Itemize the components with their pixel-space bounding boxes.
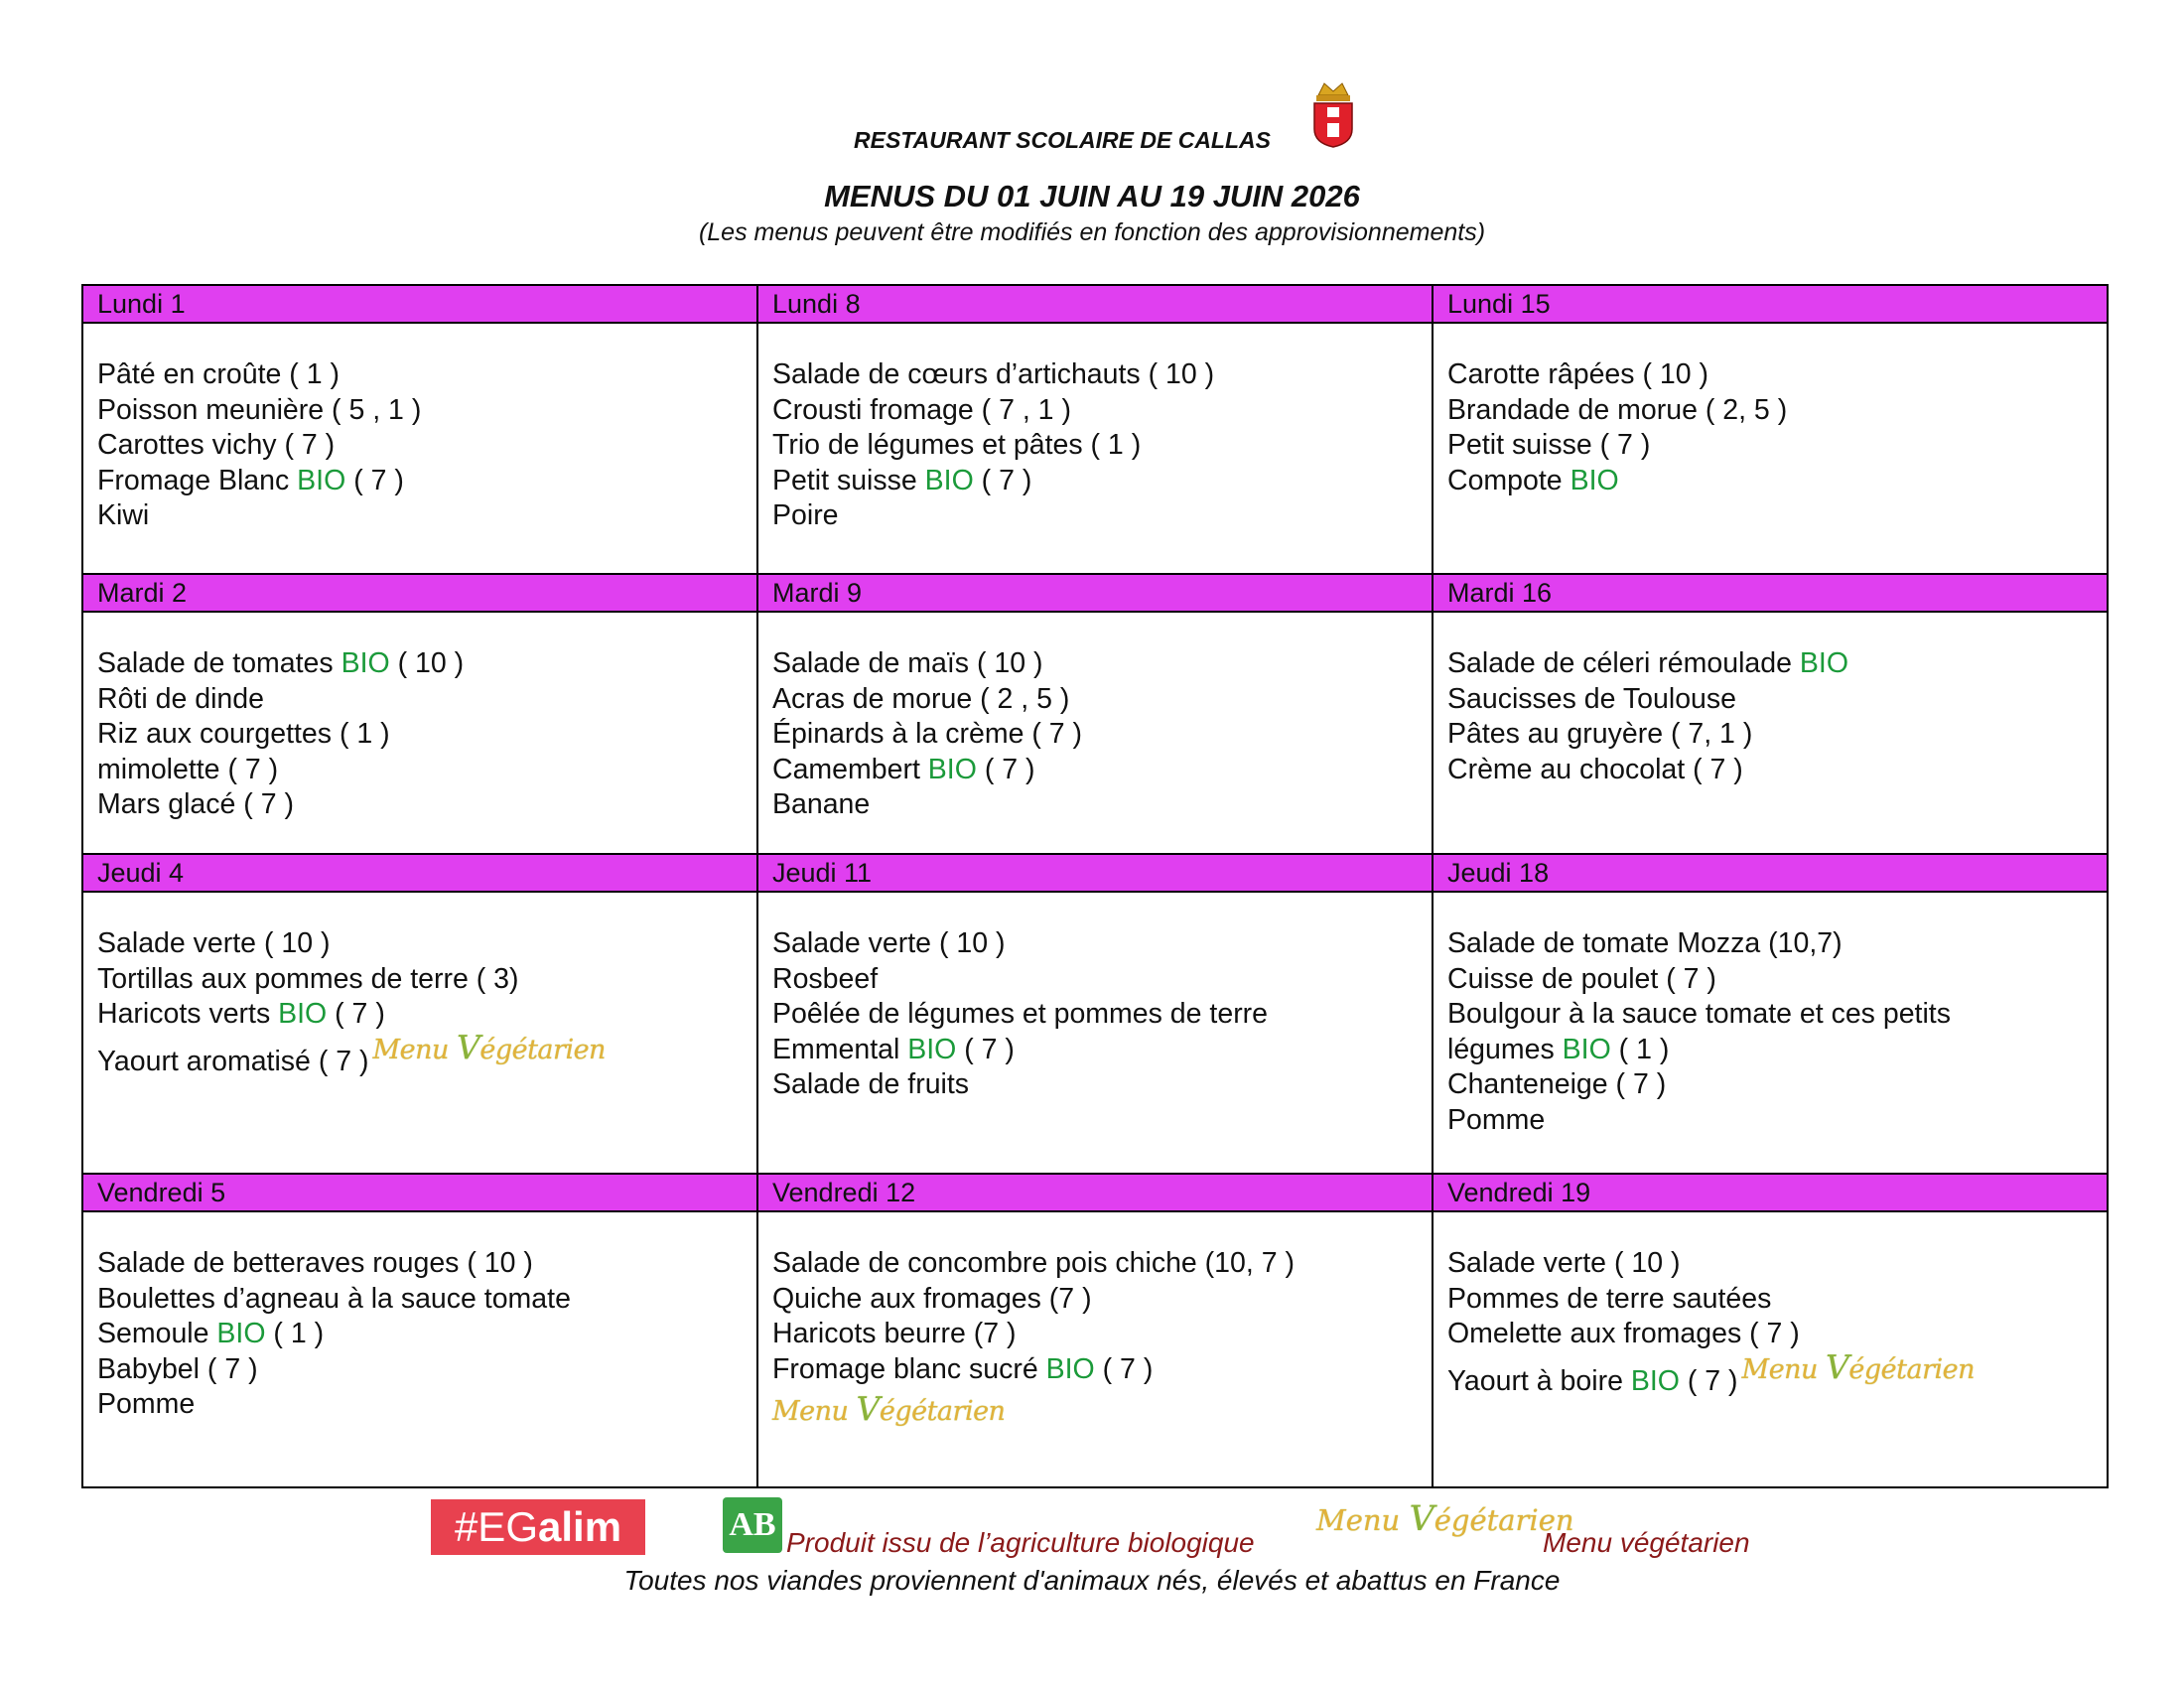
menu-item: [97, 1027, 743, 1085]
menu-item-allergens: ( 1 ): [265, 1318, 325, 1349]
menu-item-text: Fromage Blanc: [97, 464, 298, 496]
meat-origin-note: Toutes nos viandes proviennent d'animaux nés, élevés et abattus en France: [623, 1565, 1561, 1596]
menu-item: [1447, 1282, 2093, 1318]
day-header: Jeudi 11: [757, 854, 1433, 892]
menu-item-text: Babybel ( 7 ): [97, 1352, 258, 1385]
menu-item-text: Salade de cœurs d’artichauts ( 10 ): [772, 358, 1215, 390]
day-menu: [82, 612, 757, 854]
menu-item-text: Acras de morue ( 2 , 5 ): [772, 682, 1070, 715]
menu-item-allergens: ( 7 ): [976, 753, 1035, 785]
bio-label: BIO: [297, 464, 346, 496]
menu-item: [1447, 753, 2093, 788]
veg-stamp-v: V: [1826, 1346, 1849, 1386]
menu-vegetarien-icon: [1742, 1346, 1975, 1391]
menu-item: [1447, 464, 2093, 499]
menu-item-allergens: ( 7 ): [1679, 1364, 1738, 1397]
menu-item-allergens: ( 7 ): [956, 1033, 1015, 1065]
menu-item: [1447, 962, 2093, 998]
egalim-logo: [431, 1499, 645, 1555]
menu-item-text: Saucisses de Toulouse: [1447, 682, 1736, 715]
menu-item-allergens: ( 7 ): [327, 998, 385, 1030]
menu-item: [772, 1317, 1418, 1352]
menu-item-text: Chanteneige ( 7 ): [1447, 1068, 1667, 1100]
menu-item: [1447, 1246, 2093, 1282]
menu-item-allergens: ( 7 ): [1094, 1352, 1154, 1385]
menu-item-allergens: ( 7 ): [345, 464, 404, 496]
menu-item: [97, 1317, 743, 1352]
day-header: Mardi 2: [82, 574, 757, 612]
menu-item-text: Rôti de dinde: [97, 682, 264, 715]
menu-item-text: légumes: [1447, 1033, 1563, 1065]
ab-organic-logo-icon: AB: [723, 1497, 782, 1553]
menu-item-allergens: ( 1 ): [1610, 1033, 1670, 1065]
restaurant-name: [0, 127, 2184, 154]
menu-item: [1447, 997, 2093, 1033]
menu-item-text: Pâté en croûte ( 1 ): [97, 358, 340, 390]
menu-item-text: mimolette ( 7 ): [97, 753, 279, 785]
menu-item-text: Carottes vichy ( 7 ): [97, 429, 336, 461]
menu-item-text: Mars glacé ( 7 ): [97, 788, 294, 820]
menu-item: [1447, 682, 2093, 718]
menu-item: [97, 962, 743, 998]
menu-item: [772, 1352, 1418, 1388]
menu-item: [772, 753, 1418, 788]
bio-label: BIO: [341, 647, 390, 679]
bio-label: BIO: [216, 1318, 266, 1349]
bio-legend-text: Produit issu de l’agriculture biologique: [786, 1527, 1255, 1558]
menu-item-text: Crème au chocolat ( 7 ): [1447, 753, 1743, 785]
menu-item: [772, 428, 1418, 464]
vegetarian-legend-text: Menu végétarien: [1543, 1527, 1750, 1558]
menu-item-text: Tortillas aux pommes de terre ( 3): [97, 962, 519, 995]
day-menu: [82, 323, 757, 574]
veg-stamp-first: Menu: [1741, 1353, 1818, 1385]
menu-item-text: Yaourt à boire: [1447, 1364, 1631, 1397]
menu-item-text: Haricots verts: [97, 998, 279, 1030]
menu-item: [772, 717, 1418, 753]
menu-item-text: Carotte râpées ( 10 ): [1447, 358, 1708, 390]
veg-stamp-rest: égétarien: [1848, 1353, 1975, 1385]
menu-item: [772, 682, 1418, 718]
bio-label: BIO: [1799, 647, 1848, 679]
day-menu: [1433, 892, 2108, 1174]
menu-item-text: Salade verte ( 10 ): [1447, 1247, 1681, 1279]
menu-item-text: Pomme: [1447, 1103, 1546, 1136]
menu-item: [772, 646, 1418, 682]
day-header: Lundi 15: [1433, 285, 2108, 323]
menu-item-text: Camembert: [772, 753, 928, 785]
page-title: MENUS DU 01 JUIN AU 19 JUIN 2026: [824, 179, 1360, 213]
menu-item-text: Poêlée de légumes et pommes de terre: [772, 998, 1269, 1030]
menu-item: [1447, 926, 2093, 962]
menu-item-text: Boulgour à la sauce tomate et ces petits: [1447, 998, 1951, 1030]
veg-stamp-rest: égétarien: [1433, 1503, 1574, 1537]
menu-item: [772, 1033, 1418, 1068]
bio-label: BIO: [927, 753, 977, 785]
day-menu-row: [82, 323, 2108, 574]
menu-item: [772, 357, 1418, 393]
day-menu: [757, 1211, 1433, 1487]
menu-vegetarien-logo-icon: [1316, 1499, 1574, 1539]
day-header: Vendredi 19: [1433, 1174, 2108, 1211]
menu-item: [772, 926, 1418, 962]
menu-item: [97, 717, 743, 753]
day-menu-row: [82, 892, 2108, 1174]
menu-item-text: Haricots beurre (7 ): [772, 1318, 1017, 1349]
day-header: Vendredi 5: [82, 1174, 757, 1211]
menu-item-text: Omelette aux fromages ( 7 ): [1447, 1318, 1800, 1349]
menu-item: [1447, 1067, 2093, 1103]
restaurant-name-text: RESTAURANT SCOLAIRE DE CALLAS: [854, 127, 1271, 153]
day-header: Lundi 8: [757, 285, 1433, 323]
day-header-row: [82, 574, 2108, 612]
day-menu-row: [82, 1211, 2108, 1487]
menu-item: [97, 926, 743, 962]
bio-label: BIO: [924, 464, 974, 496]
veg-stamp-v: V: [856, 1389, 880, 1428]
menu-item-text: Compote: [1447, 464, 1570, 496]
bio-label: BIO: [1570, 464, 1619, 496]
menu-item: [772, 1067, 1418, 1103]
bio-label: BIO: [1562, 1033, 1611, 1065]
veg-stamp-v: V: [1409, 1499, 1434, 1539]
page-subtitle: (Les menus peuvent être modifiés en fonction des approvisionnements): [698, 218, 1486, 246]
egalim-bold: alim: [538, 1503, 622, 1550]
menu-item: [97, 753, 743, 788]
veg-stamp-rest: égétarien: [879, 1396, 1006, 1427]
menu-item: [97, 428, 743, 464]
menu-item-text: Pomme: [97, 1388, 196, 1420]
day-menu: [82, 1211, 757, 1487]
menu-item: [772, 498, 1418, 534]
menu-item: [1447, 1346, 2093, 1405]
day-menu: [1433, 323, 2108, 574]
menu-item: [97, 464, 743, 499]
menu-item-text: Salade de céleri rémoulade: [1447, 647, 1800, 679]
menu-vegetarien-icon: [373, 1027, 606, 1071]
menu-vegetarien-icon: [772, 1391, 1005, 1430]
menu-item-text: Pommes de terre sautées: [1447, 1282, 1772, 1315]
menu-item-text: Yaourt aromatisé ( 7 ): [97, 1045, 369, 1077]
day-menu: [757, 612, 1433, 854]
veg-stamp-first: Menu: [372, 1034, 449, 1065]
day-menu: [1433, 1211, 2108, 1487]
menu-item-text: Fromage blanc sucré: [772, 1352, 1046, 1385]
menu-item: [1447, 646, 2093, 682]
menu-item: [772, 962, 1418, 998]
bio-label: BIO: [1630, 1364, 1680, 1397]
menu-item-text: Salade de maïs ( 10 ): [772, 647, 1043, 679]
menu-item: [772, 464, 1418, 499]
bio-label: BIO: [1045, 1352, 1095, 1385]
menu-item-text: Salade de betteraves rouges ( 10 ): [97, 1247, 533, 1279]
day-header: Jeudi 4: [82, 854, 757, 892]
day-header: Vendredi 12: [757, 1174, 1433, 1211]
menu-item-text: Quiche aux fromages (7 ): [772, 1282, 1092, 1315]
veg-stamp-first: Menu: [772, 1396, 849, 1427]
menu-item-text: Poire: [772, 499, 839, 531]
day-header: Mardi 9: [757, 574, 1433, 612]
menu-item-text: Brandade de morue ( 2, 5 ): [1447, 393, 1788, 426]
menu-item-text: Cuisse de poulet ( 7 ): [1447, 962, 1716, 995]
menu-item: [1447, 357, 2093, 393]
menu-item: [97, 1352, 743, 1388]
menu-item-text: Pâtes au gruyère ( 7, 1 ): [1447, 718, 1753, 750]
menu-item-text: Salade verte ( 10 ): [772, 927, 1006, 959]
menu-item-text: Crousti fromage ( 7 , 1 ): [772, 393, 1071, 426]
menu-item-text: Trio de légumes et pâtes ( 1 ): [772, 429, 1142, 461]
menu-item: [97, 1246, 743, 1282]
day-header: Lundi 1: [82, 285, 757, 323]
day-header-row: [82, 285, 2108, 323]
day-menu: [757, 323, 1433, 574]
menu-item: [772, 1389, 1418, 1428]
menu-table: [81, 284, 2109, 1488]
egalim-hash: #EG: [454, 1503, 538, 1550]
menu-item-text: Emmental: [772, 1033, 908, 1065]
day-menu: [1433, 612, 2108, 854]
menu-item-text: Boulettes d’agneau à la sauce tomate: [97, 1282, 571, 1315]
menu-item: [97, 787, 743, 823]
bio-label: BIO: [278, 998, 328, 1030]
menu-item-text: Kiwi: [97, 499, 150, 531]
menu-item: [97, 682, 743, 718]
menu-item-allergens: ( 10 ): [389, 647, 465, 679]
menu-item-text: Petit suisse: [772, 464, 925, 496]
menu-item-allergens: ( 7 ): [973, 464, 1032, 496]
menu-item: [97, 646, 743, 682]
menu-item: [97, 393, 743, 429]
menu-item: [1447, 1103, 2093, 1139]
day-header: Jeudi 18: [1433, 854, 2108, 892]
menu-item: [772, 1246, 1418, 1282]
day-menu: [757, 892, 1433, 1174]
day-header-row: [82, 1174, 2108, 1211]
menu-item: [1447, 717, 2093, 753]
veg-stamp-v: V: [457, 1027, 480, 1066]
menu-item: [97, 1282, 743, 1318]
day-menu: [82, 892, 757, 1174]
menu-item: [97, 1387, 743, 1423]
menu-item: [97, 498, 743, 534]
day-header: Mardi 16: [1433, 574, 2108, 612]
menu-item-text: Salade de tomates: [97, 647, 341, 679]
menu-item-text: Riz aux courgettes ( 1 ): [97, 718, 390, 750]
veg-stamp-rest: égétarien: [479, 1034, 606, 1065]
menu-item-text: Salade verte ( 10 ): [97, 927, 331, 959]
menu-item: [1447, 428, 2093, 464]
callas-crest-icon: [1310, 79, 1356, 149]
bio-label: BIO: [907, 1033, 957, 1065]
menu-item: [772, 393, 1418, 429]
menu-item: [1447, 393, 2093, 429]
menu-item-text: Poisson meunière ( 5 , 1 ): [97, 393, 422, 426]
menu-item: [772, 787, 1418, 823]
menu-item-text: Rosbeef: [772, 962, 879, 995]
day-header-row: [82, 854, 2108, 892]
menu-item-text: Banane: [772, 788, 871, 820]
veg-stamp-first: Menu: [1316, 1503, 1401, 1537]
menu-item-text: Salade de tomate Mozza (10,7): [1447, 927, 1843, 959]
menu-item: [1447, 1033, 2093, 1068]
menu-item-text: Épinards à la crème ( 7 ): [772, 718, 1083, 750]
menu-item-text: Salade de fruits: [772, 1068, 970, 1100]
menu-item-text: Semoule: [97, 1318, 217, 1349]
menu-item-text: Petit suisse ( 7 ): [1447, 429, 1651, 461]
menu-item-text: Salade de concombre pois chiche (10, 7 ): [772, 1247, 1295, 1279]
menu-item: [97, 357, 743, 393]
day-menu-row: [82, 612, 2108, 854]
menu-item: [772, 1282, 1418, 1318]
menu-item: [772, 997, 1418, 1033]
